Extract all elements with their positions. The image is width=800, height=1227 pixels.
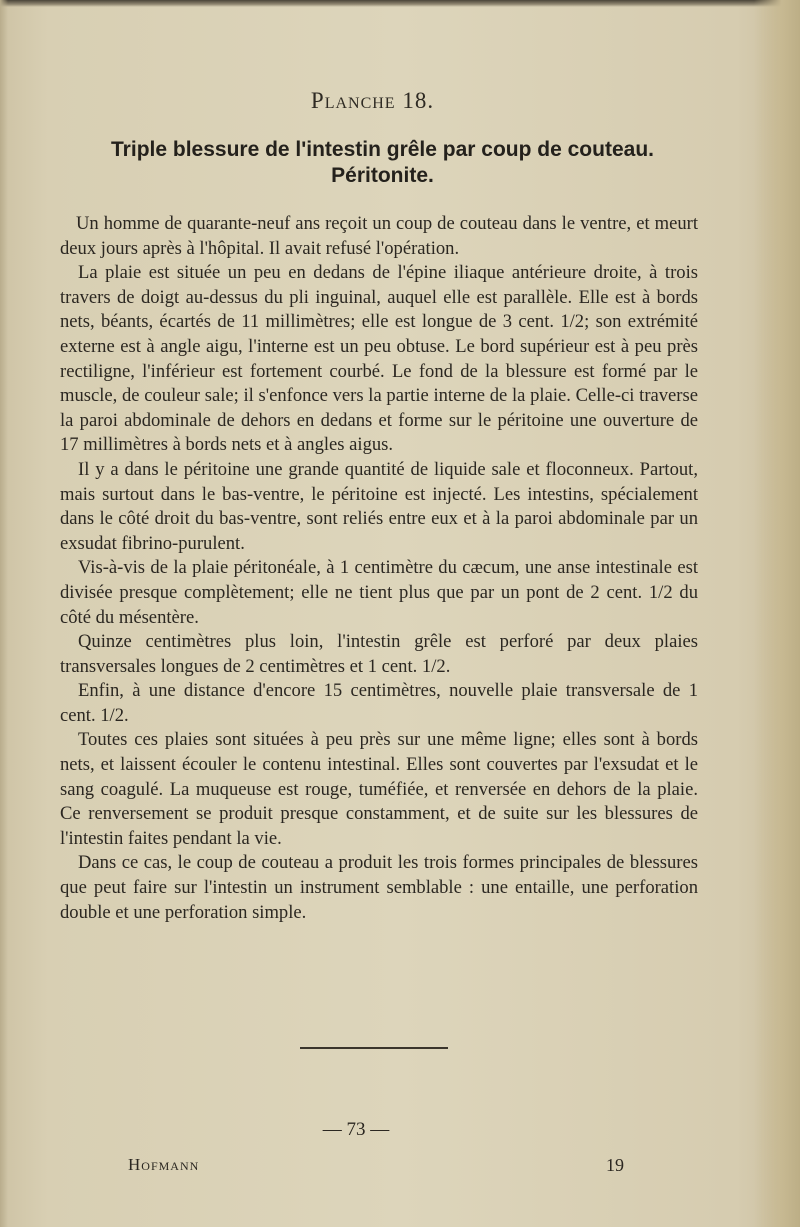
heading-line-1: Triple blessure de l'intestin grêle par coup de couteau. (111, 138, 654, 161)
plate-title: Planche 18. (310, 88, 435, 113)
paragraph: Dans ce cas, le coup de couteau a produit les trois formes principales de blessures que peut faire sur l'intestin un instrument semblable : une entaille, une perforation double et une perforation simple. (60, 852, 698, 923)
heading-line-2: Péritonite. (331, 164, 434, 187)
footer-author: Hofmann (128, 1155, 200, 1174)
paragraph: Quinze centimètres plus loin, l'intestin grêle est perforé par deux plaies transversales longues de 2 centimètres et 1 cent. 1/2. (60, 631, 698, 677)
paragraph: Un homme de quarante-neuf ans reçoit un coup de couteau dans le ventre, et meurt deux jours après à l'hôpital. Il avait refusé l'opération. (60, 213, 698, 259)
article-heading (60, 137, 705, 189)
paragraph: Toutes ces plaies sont situées à peu près sur une même ligne; elles sont à bords nets, et laissent écouler le contenu intestinal. Elles sont couvertes par l'exsudat et le sang coagulé. La muqueuse est rouge, tuméfiée, et renversée en dehors de la plaie. Ce renversement se produit presque constamment, et de suite sur les blessures de l'intestin faites pendant la vie. (60, 729, 698, 849)
page-number: — 73 — (322, 1119, 390, 1140)
page-left-edge (0, 0, 8, 1227)
paragraph: Enfin, à une distance d'encore 15 centimètres, nouvelle plaie transversale de 1 cent. 1/2. (60, 680, 698, 726)
paragraph: Vis-à-vis de la plaie péritonéale, à 1 centimètre du cæcum, une anse intestinale est divisée presque complètement; elle ne tient plus que par un pont de 2 cent. 1/2 du côté du mésentère. (60, 557, 698, 628)
paragraph: Il y a dans le péritoine une grande quantité de liquide sale et floconneux. Partout, mais surtout dans le bas-ventre, le péritoine est injecté. Les intestins, spécialement dans le côté droit du bas-ventre, sont reliés entre eux et à la paroi abdominale par un exsudat fibrino-purulent. (60, 458, 698, 554)
page-top-edge (0, 0, 800, 7)
section-divider (300, 1047, 448, 1049)
paragraph: La plaie est située un peu en dedans de l'épine iliaque antérieure droite, à trois travers de doigt au-dessus du pli inguinal, auquel elle est parallèle. Elle est à bords nets, béants, écartés de 11 millimètres; elle est longue de 3 cent. 1/2; son extrémité externe est à angle aigu, l'interne est un peu obtuse. Le bord supérieur est à peu près rectiligne, l'inférieur est fortement courbé. Le fond de la blessure est formé par le muscle, de couleur sale; il s'enfonce vers la partie interne de la plaie. Celle-ci traverse la paroi abdominale de dehors en dedans et forme sur le péritoine une ouverture de 17 millimètres à bords nets et à angles aigus. (60, 262, 698, 456)
body-text (60, 212, 698, 925)
page-right-edge (754, 0, 800, 1227)
footer-signature-mark: 19 (606, 1155, 624, 1175)
